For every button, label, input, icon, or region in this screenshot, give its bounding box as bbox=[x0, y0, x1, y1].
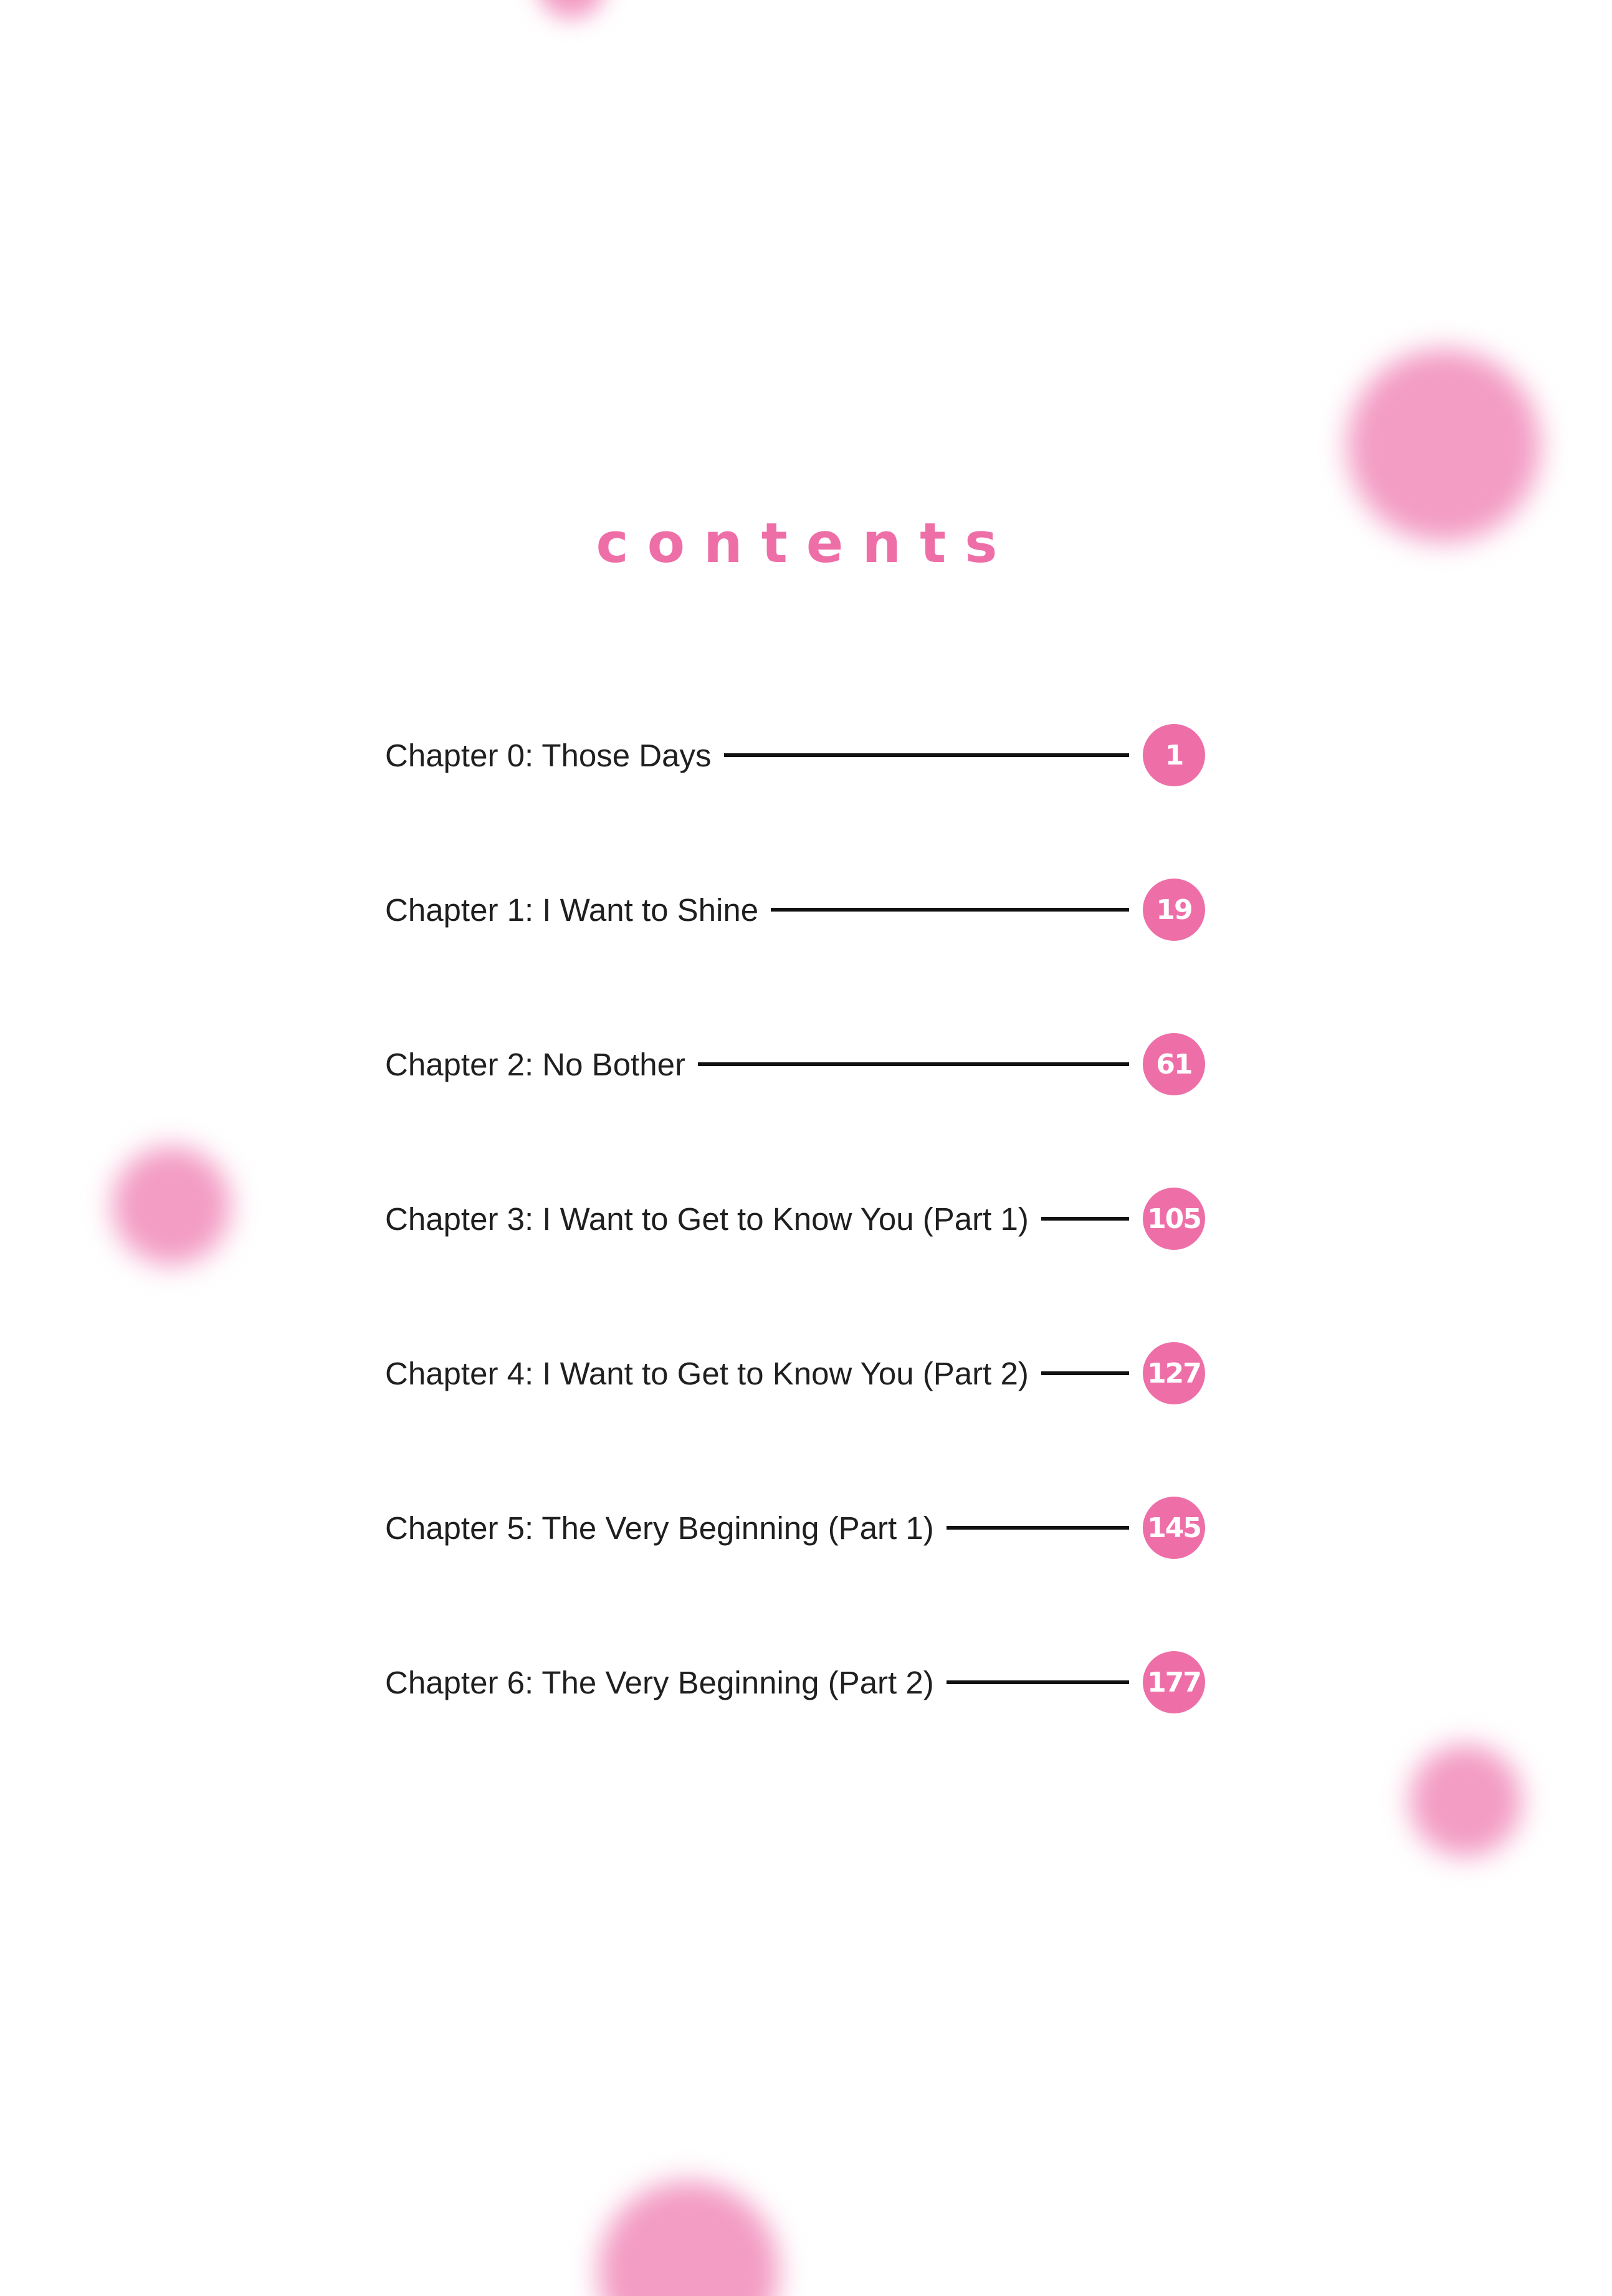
toc-entry-title: Chapter 2: No Bother bbox=[385, 1046, 685, 1082]
toc-leader-line bbox=[698, 1062, 1129, 1066]
toc-leader-line bbox=[771, 908, 1129, 912]
toc-leader-line bbox=[1041, 1217, 1129, 1221]
toc-entry-chapter-0[interactable] bbox=[385, 724, 1205, 786]
toc-entry-title: Chapter 6: The Very Beginning (Part 2) bbox=[385, 1664, 934, 1700]
toc-leader-line bbox=[1041, 1371, 1129, 1375]
decorative-blur-dot bbox=[598, 2181, 779, 2296]
toc-entry-chapter-4[interactable] bbox=[385, 1342, 1205, 1404]
decorative-blur-dot bbox=[1409, 1745, 1522, 1857]
page-number-badge: 19 bbox=[1143, 879, 1205, 941]
toc-leader-line bbox=[724, 753, 1130, 757]
toc-entry-title: Chapter 1: I Want to Shine bbox=[385, 892, 759, 928]
table-of-contents bbox=[385, 724, 1205, 1806]
decorative-blur-dot bbox=[537, 0, 606, 19]
toc-entry-chapter-3[interactable] bbox=[385, 1188, 1205, 1250]
toc-entry-chapter-1[interactable] bbox=[385, 879, 1205, 941]
page-number-badge: 61 bbox=[1143, 1033, 1205, 1095]
page-number-badge: 105 bbox=[1143, 1188, 1205, 1250]
decorative-blur-dot bbox=[112, 1146, 231, 1265]
page-title: contents bbox=[596, 511, 1016, 575]
toc-entry-chapter-5[interactable] bbox=[385, 1497, 1205, 1559]
toc-leader-line bbox=[947, 1680, 1129, 1684]
page-number-badge: 177 bbox=[1143, 1651, 1205, 1713]
page-number-badge: 145 bbox=[1143, 1497, 1205, 1559]
toc-leader-line bbox=[947, 1526, 1129, 1530]
toc-entry-title: Chapter 0: Those Days bbox=[385, 737, 712, 773]
toc-entry-title: Chapter 5: The Very Beginning (Part 1) bbox=[385, 1510, 934, 1546]
page-number-badge: 127 bbox=[1143, 1342, 1205, 1404]
page-number-badge: 1 bbox=[1143, 724, 1205, 786]
toc-entry-title: Chapter 3: I Want to Get to Know You (Part 1) bbox=[385, 1201, 1029, 1237]
toc-entry-title: Chapter 4: I Want to Get to Know You (Part 2) bbox=[385, 1355, 1029, 1391]
toc-entry-chapter-2[interactable] bbox=[385, 1033, 1205, 1095]
toc-entry-chapter-6[interactable] bbox=[385, 1651, 1205, 1713]
